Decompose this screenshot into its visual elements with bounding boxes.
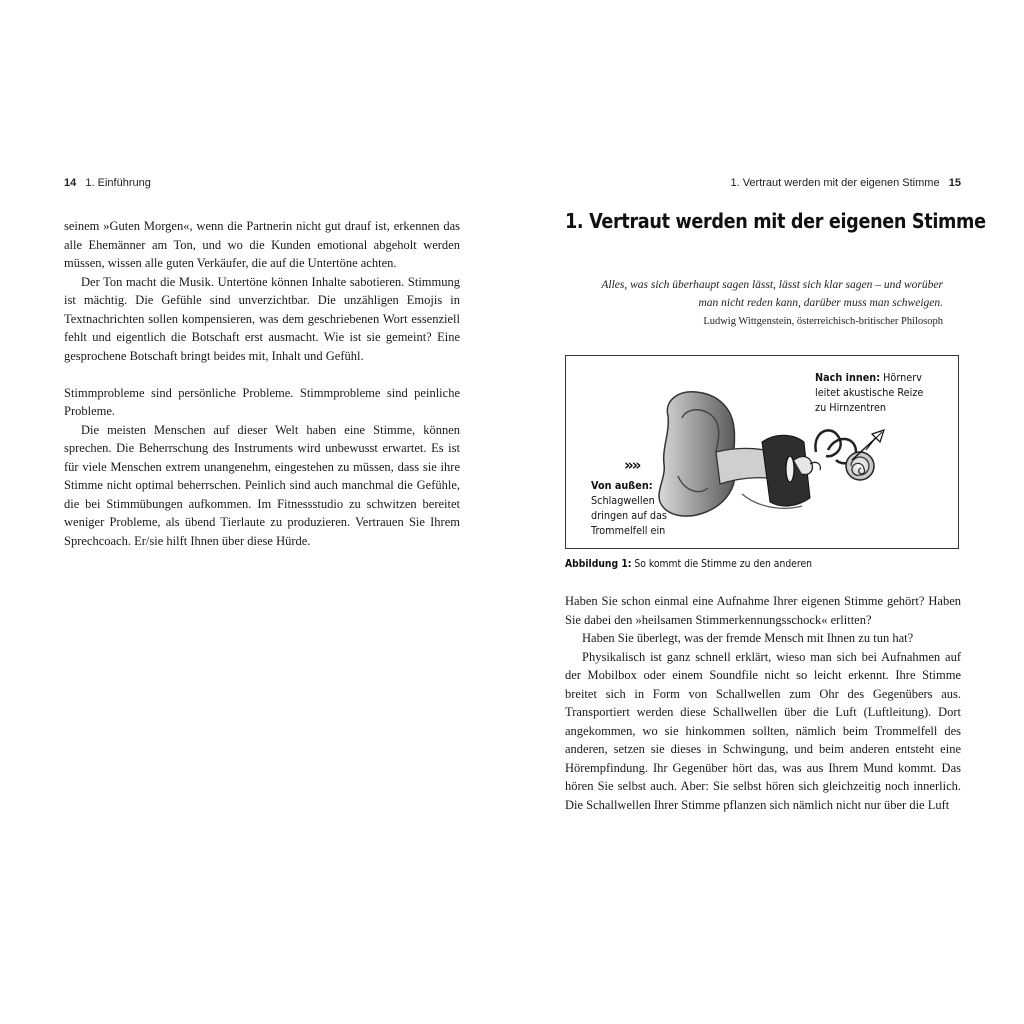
label-outward: [591, 478, 667, 538]
label-outward-title: Von außen:: [591, 479, 653, 492]
epigraph-line-1: Alles, was sich überhaupt sagen lässt, lässt sich klar sagen – und worüber: [601, 279, 943, 291]
label-outward-line-2: dringen auf das: [591, 509, 667, 522]
figure-caption: [565, 558, 812, 570]
paragraph: Der Ton macht die Musik. Untertöne können Inhalte sabotieren. Stimmung ist mächtig. Die Gefühle sind unverzichtbar. Die unzähligen Emojis in Textnachrichten sollen kompensieren, was dem geschriebenen Wort essenziell fehlt und eigentlich die Botschaft erst ausmacht. Wie ist sie gemeint? Eine gesprochene Botschaft bringt beides mit, Inhalt und Gefühl.: [64, 274, 460, 363]
paragraph: Physikalisch ist ganz schnell erklärt, wieso man sich bei Aufnahmen auf der Mobilbox oder einem Soundfile nicht so leicht erkennt. Ihre Stimme breitet sich in Form von Schallwellen zum Ohr des Gegenübers aus. Transportiert werden diese Schallwellen über die Luft (Luftleitung). Dort angekommen, wo sie hinkommen sollten, nämlich beim Trommelfell des anderen, setzen sie dieses in Schwingung, und beim anderen entsteht eine Hörempfindung. Ihr Gegenüber hört das, was aus Ihrem Mund kommt. Das hören Sie selbst auch. Aber: Sie selbst hören sich gleichzeitig noch innerlich. Die Schallwellen Ihrer Stimme pflanzen sich nämlich nicht nur über die Luft: [565, 649, 961, 812]
paragraph: Stimmprobleme sind persönliche Probleme. Stimmprobleme sind peinliche Probleme.: [64, 385, 460, 418]
page-number-right: 15: [948, 177, 961, 189]
epigraph-attribution: Ludwig Wittgenstein, österreichisch-britischer Philosoph: [703, 316, 943, 327]
ear-figure: [565, 355, 959, 549]
figure-caption-text: So kommt die Stimme zu den anderen: [634, 558, 813, 570]
page-number-left: 14: [64, 177, 77, 189]
chapter-title: 1. Vertraut werden mit der eigenen Stimme: [565, 209, 986, 233]
label-inward-title: Nach innen:: [815, 371, 881, 384]
label-outward-line-1: Schlagwellen: [591, 494, 655, 507]
label-inward-line-2: leitet akustische Reize: [815, 386, 924, 399]
running-section-left: 1. Einführung: [85, 177, 151, 189]
eardrum-shape: [786, 456, 794, 482]
figure-caption-label: Abbildung 1:: [565, 558, 632, 570]
running-section-right: 1. Vertraut werden mit der eigenen Stimme: [730, 177, 940, 189]
label-inward-line-1: Hörnerv: [883, 371, 922, 384]
right-body-text: [565, 592, 961, 814]
label-inward-line-3: zu Hirnzentren: [815, 401, 887, 414]
running-header-right: [730, 177, 961, 189]
paragraph: Haben Sie überlegt, was der fremde Mensch mit Ihnen zu tun hat?: [582, 631, 914, 645]
epigraph-line-2: man nicht reden kann, darüber muss man schweigen.: [698, 297, 943, 309]
paragraph: Die meisten Menschen auf dieser Welt haben eine Stimme, können sprechen. Die Beherrschung des Instruments wird unbewusst erwartet. Es ist für viele Menschen extrem unangenehm, eingestehen zu müssen, dass sie ihre Stimme nicht optimal beherrschen. Peinlich sind auch manchmal die Gefühle, die bei Stimmübungen aufkommen. Im Fitnessstudio zu schwitzen bereitet weniger Probleme, als übend Tierlaute zu produzieren. Vertrauen Sie Ihrem Sprechcoach. Er/sie hilft Ihnen über diese Hürde.: [64, 422, 460, 548]
label-inward: [815, 370, 923, 415]
cochlea-shape: [846, 452, 874, 480]
epigraph: [575, 276, 943, 330]
sound-wave-arrows-icon: »»: [624, 456, 640, 474]
paragraph: Haben Sie schon einmal eine Aufnahme Ihrer eigenen Stimme gehört? Haben Sie dabei den »heilsamen Stimmerkennungsschock« erlitten?: [565, 594, 961, 627]
running-header-left: [64, 177, 151, 189]
left-body-text: [64, 217, 460, 550]
label-outward-line-3: Trommelfell ein: [591, 524, 666, 537]
paragraph: seinem »Guten Morgen«, wenn die Partnerin nicht gut drauf ist, erkennen das alle Ehemänner am Ton, und wo die Kunden emotional abgeholt werden müssen, wissen alle guten Verkäufer, die auf die Untertöne achten.: [64, 219, 460, 270]
semicircular-canals-shape: [815, 430, 840, 456]
